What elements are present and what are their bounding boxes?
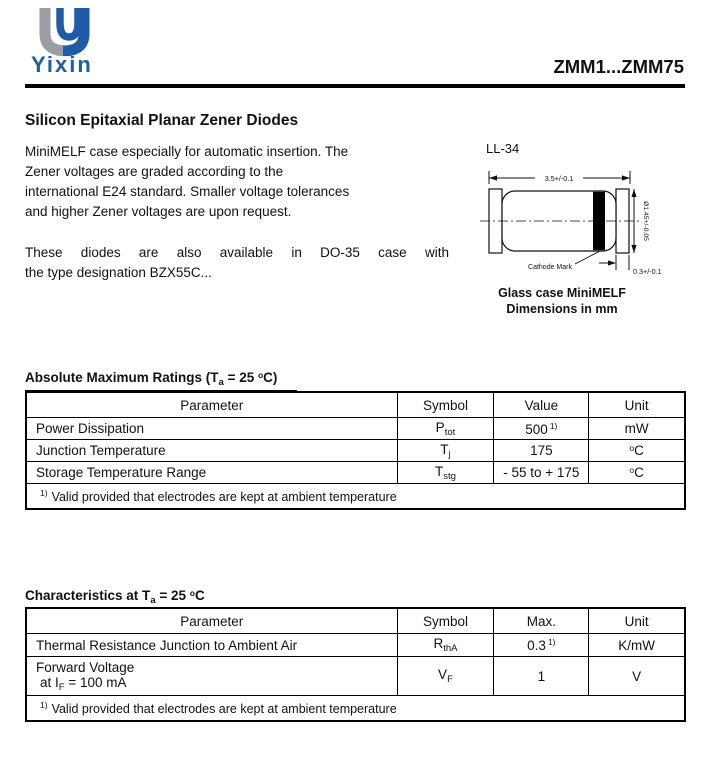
table-row bbox=[26, 462, 685, 484]
description-paragraph-1 bbox=[25, 142, 405, 222]
package-caption bbox=[478, 285, 646, 317]
diameter-dimension-label: Ø1.45+/-0.05 bbox=[642, 201, 649, 241]
column-header: Value bbox=[494, 392, 589, 418]
header-divider bbox=[25, 84, 685, 88]
description-line: Zener voltages are graded according to the bbox=[25, 164, 284, 179]
value-cell: 175 bbox=[494, 440, 589, 462]
logo-wordmark: Yixin bbox=[31, 52, 93, 77]
column-header: Unit bbox=[589, 392, 685, 418]
footnote-row bbox=[26, 696, 685, 722]
cathode-leader-line bbox=[575, 251, 600, 264]
column-header: Symbol bbox=[397, 608, 494, 634]
arrow-up-icon bbox=[631, 189, 636, 197]
footnote-cell: $^{1)}$ Valid provided that electrodes are kept at ambient temperature bbox=[26, 484, 685, 510]
cathode-mark-label: Cathode Mark bbox=[528, 264, 572, 271]
company-logo-u-icon bbox=[33, 6, 105, 56]
column-header: Unit bbox=[589, 608, 685, 634]
symbol-cell: $T_j$ bbox=[397, 440, 494, 462]
parameter-cell: Power Dissipation bbox=[26, 418, 397, 440]
parameter-cell bbox=[26, 657, 397, 696]
package-caption-line1: Glass case MiniMELF bbox=[498, 286, 626, 300]
parameter-line2: at $I_F = 100$ mA bbox=[40, 674, 127, 693]
table-row bbox=[26, 418, 685, 440]
arrow-left-icon bbox=[489, 175, 497, 180]
footnote-row bbox=[26, 484, 685, 510]
package-caption-line2: Dimensions in mm bbox=[506, 302, 618, 316]
arrow-right-icon bbox=[622, 175, 630, 180]
parameter-line1: Forward Voltage bbox=[36, 659, 135, 675]
table-row bbox=[26, 657, 685, 696]
description-line: MiniMELF case especially for automatic insertion. The bbox=[25, 144, 349, 159]
unit-cell: mW bbox=[589, 418, 685, 440]
column-header: Parameter bbox=[26, 392, 397, 418]
description-line: the type designation BZX55C... bbox=[25, 265, 212, 280]
value-cell: - 55 to + 175 bbox=[494, 462, 589, 484]
footnote-cell: $^{1)}$ Valid provided that electrodes are kept at ambient temperature bbox=[26, 696, 685, 722]
description-line: international E24 standard. Smaller voltage tolerances bbox=[25, 184, 350, 199]
package-case-label: LL-34 bbox=[486, 141, 520, 156]
table-header-row bbox=[26, 608, 685, 634]
package-outline-drawing bbox=[478, 158, 702, 288]
parameter-cell: Thermal Resistance Junction to Ambient Air bbox=[26, 634, 397, 657]
part-number-title: ZMM1...ZMM75 bbox=[553, 56, 684, 77]
arrow-right-icon bbox=[608, 260, 616, 265]
cap-dimension-label: 0.3+/-0.1 bbox=[633, 267, 662, 276]
characteristics-title: Characteristics at $T_a = 25$ $^o$C bbox=[25, 588, 297, 609]
column-header: Parameter bbox=[26, 608, 397, 634]
abs-max-ratings-table bbox=[25, 391, 686, 510]
column-header: Max. bbox=[494, 608, 589, 634]
description-line: These diodes are also available in DO-35 case with bbox=[25, 245, 449, 260]
unit-cell: $^o$C bbox=[589, 462, 685, 484]
parameter-cell: Junction Temperature bbox=[26, 440, 397, 462]
value-cell: 1 bbox=[494, 657, 589, 696]
column-header: Symbol bbox=[397, 392, 494, 418]
description-paragraph-2 bbox=[25, 243, 449, 283]
logo-inner-u bbox=[60, 8, 78, 37]
value-cell: 0.3 $^{1)}$ bbox=[494, 634, 589, 657]
characteristics-table bbox=[25, 607, 686, 722]
unit-cell: V bbox=[589, 657, 685, 696]
parameter-cell: Storage Temperature Range bbox=[26, 462, 397, 484]
abs-max-ratings-title: Absolute Maximum Ratings ($T_a = 25$ $^o$C) bbox=[25, 370, 297, 391]
symbol-cell: $R_{thA}$ bbox=[397, 634, 494, 657]
page-title: Silicon Epitaxial Planar Zener Diodes bbox=[25, 112, 299, 129]
length-dimension-label: 3.5+/-0.1 bbox=[544, 174, 574, 183]
symbol-cell: $T_{stg}$ bbox=[397, 462, 494, 484]
arrow-down-icon bbox=[631, 245, 636, 253]
value-cell: 500 $^{1)}$ bbox=[494, 418, 589, 440]
symbol-cell: $P_{tot}$ bbox=[397, 418, 494, 440]
table-row bbox=[26, 634, 685, 657]
unit-cell: K/mW bbox=[589, 634, 685, 657]
symbol-cell: $V_F$ bbox=[397, 657, 494, 696]
unit-cell: $^o$C bbox=[589, 440, 685, 462]
table-header-row bbox=[26, 392, 685, 418]
table-row bbox=[26, 440, 685, 462]
description-line: and higher Zener voltages are upon request. bbox=[25, 204, 292, 219]
